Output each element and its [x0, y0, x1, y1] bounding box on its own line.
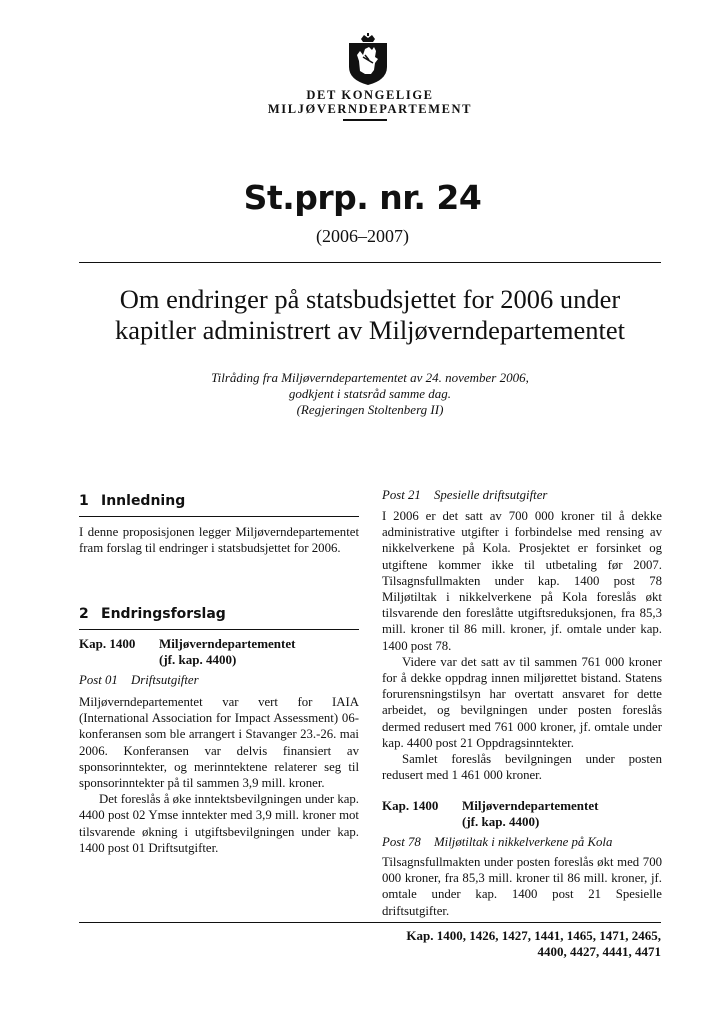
post-number: Post 21	[382, 488, 421, 502]
chapter-reference: (jf. kap. 4400)	[462, 814, 540, 829]
section-title: Endringsforslag	[101, 606, 226, 622]
section-rule	[79, 629, 359, 630]
divider-top	[79, 262, 661, 263]
footer-line1: Kap. 1400, 1426, 1427, 1441, 1465, 1471, 2465,	[406, 928, 661, 943]
chapter-name: Miljøverndepartementet	[462, 798, 599, 813]
ministry-name-line2: MILJØVERNDEPARTEMENT	[267, 102, 473, 116]
section-number: 1	[79, 493, 89, 509]
post-heading	[382, 488, 662, 503]
intro-paragraph: I denne proposisjonen legger Miljøverndepartementet fram forslag til endringer i statsbudsjettet for 2006.	[79, 525, 359, 556]
left-body	[79, 694, 359, 856]
approval-line1: Tilråding fra Miljøverndepartementet av 24. november 2006,	[211, 370, 529, 385]
chapter-heading	[382, 798, 662, 830]
paragraph: Tilsagnsfullmakten under posten foreslås økt med 700 000 kroner, fra 85,3 mill. kroner til 86 mill. kroner, jf. omtale under kap. 1400 post 21 Spesielle driftsutgifter.	[382, 855, 662, 918]
divider-bottom	[79, 922, 661, 923]
chapter-list-footer	[300, 928, 661, 960]
chapter-reference: (jf. kap. 4400)	[159, 652, 237, 667]
paragraph: I 2006 er det satt av 700 000 kroner til å dekke administrative utgifter i forbindelse med rensing av nikkelverkene på Kola. Prosjektet er forsinket og utgiftene kommer ikke til utbetaling før 2007. Tilsagnsfullmakten under kap. 1400 post 78 Miljøtiltak i nikkelverkene på Kola foreslås økt tilsvarende den foreslåtte utgiftsreduksjonen, fra 85,3 mill. kroner til 86 mill. kroner, jf. omtale under kap. 1400 post 78.	[382, 509, 662, 653]
section-heading-1	[79, 493, 359, 509]
section-heading-2	[79, 606, 359, 622]
section-number: 2	[79, 606, 89, 622]
approval-line3: (Regjeringen Stoltenberg II)	[296, 402, 444, 417]
paragraph: Videre var det satt av til sammen 761 000 kroner for å dekke oppdrag innen miljørettet bistand. Statens forurensningstilsyn har overtatt ansvaret for dette arbeidet, og bevilgningen under posten foreslås dermed redusert med 761 000 kroner, jf. omtale under kap. 4400 post 21 Oppdragsinntekter.	[382, 654, 662, 750]
right-body-1	[382, 508, 662, 783]
section-title: Innledning	[101, 493, 186, 509]
ministry-name-line1: DET KONGELIGE	[306, 88, 434, 102]
ministry-rule	[343, 119, 387, 121]
post-title: Driftsutgifter	[131, 673, 199, 687]
paragraph: Miljøverndepartementet var vert for IAIA (International Association for Impact Assessment) 06-konferansen som ble arrangert i Stavanger 23.-26. mai 2006. Konferansen var delvis finansiert av sponsorinntekter, og merinntektene relaterer seg til sponsorinntekter på til sammen 3,9 mill. kroner.	[79, 695, 359, 791]
coat-of-arms-logo	[345, 33, 391, 85]
document-subject	[79, 284, 661, 346]
post-number: Post 01	[79, 673, 118, 687]
post-title: Miljøtiltak i nikkelverkene på Kola	[434, 835, 613, 849]
paragraph: Samlet foreslås bevilgningen under posten redusert med 1 461 000 kroner.	[382, 752, 662, 783]
chapter-number: Kap. 1400	[382, 798, 439, 813]
section-rule	[79, 516, 359, 517]
chapter-heading	[79, 636, 359, 668]
paragraph: Det foreslås å øke inntektsbevilgningen under kap. 4400 post 02 Ymse inntekter med 3,9 mill. kroner mot tilsvarende økning i utgiftsbevilgningen under kap. 1400 post 01 Driftsutgifter.	[79, 792, 359, 855]
subject-line1: Om endringer på statsbudsjettet for 2006 under	[119, 284, 621, 314]
post-number: Post 78	[382, 835, 421, 849]
chapter-number: Kap. 1400	[79, 636, 136, 651]
chapter-name: Miljøverndepartementet	[159, 636, 296, 651]
document-title: St.prp. nr. 24	[243, 178, 482, 217]
approval-note	[79, 370, 661, 418]
post-title: Spesielle driftsutgifter	[434, 488, 548, 502]
right-body-2	[382, 854, 662, 919]
session-years: (2006–2007)	[316, 226, 409, 246]
post-heading	[382, 835, 662, 850]
post-heading	[79, 673, 359, 688]
subject-line2: kapitler administrert av Miljøverndepartementet	[115, 315, 625, 345]
footer-line2: 4400, 4427, 4441, 4471	[537, 944, 661, 959]
approval-line2: godkjent i statsråd samme dag.	[288, 386, 452, 401]
